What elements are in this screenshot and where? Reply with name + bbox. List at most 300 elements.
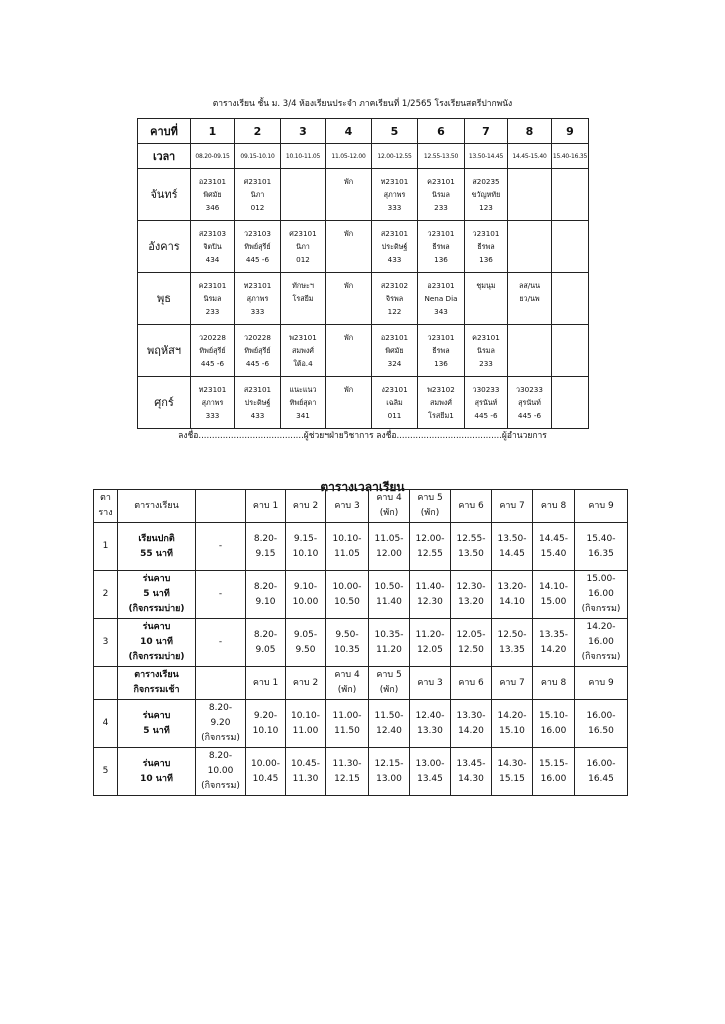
- signature-line: ลงชื่อ.......................................ผู้ช่วยฯฝ่ายวิชาการ ลงชื่อ.......................................ผู้อำนวยการ: [178, 431, 547, 441]
- schedule-cell-line: จิตปิน: [203, 242, 222, 251]
- period-time: 09.15-10.10: [235, 144, 281, 169]
- schedule-cell-line: 012: [296, 255, 310, 264]
- schedule-cell: [281, 325, 326, 377]
- period-time: 13.50-14.45: [465, 144, 508, 169]
- schedule-cell-line: สุภาพร: [383, 190, 406, 199]
- timetable-period-header: คาบ 4 (พัก): [369, 490, 410, 523]
- schedule-cell: [372, 377, 418, 429]
- timetable-time-cell: 13.00- 13.45: [410, 748, 451, 796]
- schedule-cell-line: [508, 227, 551, 240]
- schedule-cell-line: 233: [479, 359, 493, 368]
- timetable-time-cell: 12.30- 13.20: [451, 571, 492, 619]
- schedule-cell-line: [508, 175, 551, 188]
- schedule-cell-line: 333: [387, 203, 402, 212]
- schedule-cell-line: [552, 409, 588, 422]
- timetable-time-cell: 16.00- 16.45: [575, 748, 628, 796]
- timetable-time-cell: 10.00- 10.45: [246, 748, 286, 796]
- schedule-cell-line: [508, 305, 551, 318]
- schedule-cell-line: [552, 240, 588, 253]
- schedule-cell-line: สุรนันท์: [474, 398, 498, 407]
- timetable-period-header: คาบ 3: [326, 490, 369, 523]
- time-row: [138, 144, 589, 169]
- schedule-cell-line: [281, 201, 325, 214]
- schedule-cell: [281, 169, 326, 221]
- timetable-time-cell: 14.20- 15.10: [492, 700, 533, 748]
- schedule-cell-line: ค23101: [472, 333, 500, 342]
- schedule-cell: [418, 169, 465, 221]
- schedule-cell-line: พัก: [343, 385, 354, 394]
- timetable-row-number: 2: [94, 571, 118, 619]
- schedule-cell-line: [326, 409, 371, 422]
- schedule-cell-line: [508, 357, 551, 370]
- schedule-cell-line: 324: [387, 359, 402, 368]
- schedule-cell-line: โรสยีม1: [428, 411, 454, 420]
- day-name: พุธ: [138, 273, 191, 325]
- schedule-cell-line: ว20228: [244, 333, 271, 342]
- timetable-period-header: คาบ 6: [451, 667, 492, 700]
- schedule-cell-line: นิภา: [250, 190, 265, 199]
- schedule-cell-line: สุรนันท์: [518, 398, 541, 407]
- timetable-time-cell: 13.30- 14.20: [451, 700, 492, 748]
- schedule-cell-line: โรสยีม: [292, 294, 314, 303]
- schedule-cell-line: ส23101: [243, 385, 272, 394]
- schedule-cell-line: ประดิษฐ์: [244, 398, 271, 407]
- schedule-cell-line: [326, 201, 371, 214]
- schedule-cell: [281, 273, 326, 325]
- schedule-cell: [465, 377, 508, 429]
- schedule-cell-line: นิรมล: [432, 190, 450, 199]
- day-row: [138, 377, 589, 429]
- schedule-cell-line: [326, 292, 371, 305]
- schedule-cell: [465, 325, 508, 377]
- schedule-cell-line: 136: [434, 255, 448, 264]
- schedule-cell-line: ท23101: [243, 281, 272, 290]
- schedule-cell-line: [326, 240, 371, 253]
- timetable-time-cell: 13.50- 14.45: [492, 523, 533, 571]
- schedule-cell-line: [552, 305, 588, 318]
- schedule-cell-line: ว23101: [427, 333, 455, 342]
- schedule-cell: [465, 221, 508, 273]
- schedule-cell: [508, 377, 552, 429]
- schedule-cell-line: ว23101: [472, 229, 500, 238]
- timetable-row: [94, 748, 628, 796]
- schedule-cell-line: 445 -6: [474, 411, 498, 420]
- schedule-cell-line: [552, 253, 588, 266]
- timetable-time-cell: 16.00- 16.50: [575, 700, 628, 748]
- schedule-cell: [508, 273, 552, 325]
- schedule-cell: [326, 273, 372, 325]
- schedule-cell-line: 123: [479, 203, 493, 212]
- period-time: 11.05-12.00: [326, 144, 372, 169]
- timetable-row-number: 4: [94, 700, 118, 748]
- period-number: 8: [508, 119, 552, 144]
- timetable-row-extra: -: [196, 523, 246, 571]
- timetable-time-cell: 9.05- 9.50: [286, 619, 326, 667]
- schedule-cell-line: พิศมัย: [203, 190, 222, 199]
- timetable-time-cell: 11.40- 12.30: [410, 571, 451, 619]
- timetable-row: [94, 523, 628, 571]
- schedule-cell-line: 445 -6: [245, 359, 270, 368]
- period-number: 2: [235, 119, 281, 144]
- timetable-row: [94, 700, 628, 748]
- timetable-period-header: คาบ 1: [246, 490, 286, 523]
- schedule-cell: [552, 377, 589, 429]
- period-number: 1: [191, 119, 235, 144]
- timetable-row-extra: 8.20- 10.00 (กิจกรรม): [196, 748, 246, 796]
- timetable-row-label: ร่นคาบ 5 นาที (กิจกรรมบ่าย): [118, 571, 196, 619]
- schedule-cell-line: ว23101: [427, 229, 455, 238]
- schedule-cell-line: ทิพย์สุรีย์: [244, 346, 271, 355]
- timetable-time-cell: 12.55- 13.50: [451, 523, 492, 571]
- schedule-cell: [418, 377, 465, 429]
- timetable-time-cell: 10.10- 11.05: [326, 523, 369, 571]
- schedule-cell-line: ศ23101: [289, 229, 317, 238]
- schedule-cell-line: 445 -6: [200, 359, 225, 368]
- day-name: อังคาร: [138, 221, 191, 273]
- schedule-cell-line: 433: [250, 411, 265, 420]
- schedule-cell-line: [465, 292, 507, 305]
- timetable-time-cell: 10.35- 11.20: [369, 619, 410, 667]
- timetable-time-cell: 11.05- 12.00: [369, 523, 410, 571]
- timetable-time-cell: 14.10- 15.00: [533, 571, 575, 619]
- period-number: 9: [552, 119, 589, 144]
- period-number: 3: [281, 119, 326, 144]
- schedule-cell: [235, 169, 281, 221]
- schedule-cell-line: 011: [387, 411, 402, 420]
- timetable-header-row: [94, 490, 628, 523]
- schedule-cell-line: 445 -6: [517, 411, 542, 420]
- schedule-cell: [235, 377, 281, 429]
- schedule-cell-line: [508, 188, 551, 201]
- schedule-cell-line: ประดิษฐ์: [381, 242, 408, 251]
- period-number: 7: [465, 119, 508, 144]
- schedule-cell-line: ง23101: [381, 385, 408, 394]
- schedule-cell-line: 233: [434, 203, 448, 212]
- timetable-period-header: คาบ 1: [246, 667, 286, 700]
- period-time: 15.40-16.35: [552, 144, 589, 169]
- schedule-title: ตารางเรียน ชั้น ม. 3/4 ห้องเรียนประจำ ภาคเรียนที่ 1/2565 โรงเรียนสตรีปากพนัง: [212, 99, 513, 109]
- schedule-cell-line: [552, 331, 588, 344]
- timetable-time-cell: 12.00- 12.55: [410, 523, 451, 571]
- timetable-period-header: คาบ 4 (พัก): [326, 667, 369, 700]
- timetable-time-cell: 9.50- 10.35: [326, 619, 369, 667]
- schedule-cell-line: [552, 227, 588, 240]
- schedule-cell-line: Nena Dia: [424, 294, 458, 303]
- timetable-time-cell: 15.10- 16.00: [533, 700, 575, 748]
- timetable-time-cell: 10.50- 11.40: [369, 571, 410, 619]
- timetable-period-header: คาบ 9: [575, 667, 628, 700]
- schedule-cell-line: นิภา: [296, 242, 310, 251]
- day-name: ศุกร์: [138, 377, 191, 429]
- schedule-cell-line: [552, 175, 588, 188]
- day-name: พฤหัสฯ: [138, 325, 191, 377]
- timetable-time-cell: 10.45- 11.30: [286, 748, 326, 796]
- schedule-cell-line: ท23101: [380, 177, 409, 186]
- timetable-time-cell: 8.20- 9.10: [246, 571, 286, 619]
- timetable-period-header: คาบ 6: [451, 490, 492, 523]
- timetable-time-cell: 11.50- 12.40: [369, 700, 410, 748]
- timetable-time-cell: 8.20- 9.05: [246, 619, 286, 667]
- schedule-cell-line: พ23102: [427, 385, 455, 394]
- timetable-row: [94, 619, 628, 667]
- period-header-row: [138, 119, 589, 144]
- timetable-time-cell: 12.15- 13.00: [369, 748, 410, 796]
- schedule-cell-line: อ23101: [198, 177, 227, 186]
- timetable-period-header: คาบ 2: [286, 667, 326, 700]
- timetable-period-header: คาบ 9: [575, 490, 628, 523]
- day-row: [138, 273, 589, 325]
- schedule-cell: [552, 169, 589, 221]
- timetable-index-header-line: ราง: [98, 508, 113, 518]
- schedule-cell-line: ว30233: [472, 385, 500, 394]
- schedule-cell: [235, 325, 281, 377]
- schedule-cell-line: พัก: [343, 333, 354, 342]
- timetable-period-header: คาบ 3: [410, 667, 451, 700]
- schedule-cell: [281, 377, 326, 429]
- schedule-cell-line: พัก: [343, 177, 354, 186]
- timetable-period-header: คาบ 8: [533, 490, 575, 523]
- schedule-cell: [372, 273, 418, 325]
- schedule-cell: [235, 221, 281, 273]
- timetable-period-header: คาบ 7: [492, 490, 533, 523]
- schedule-cell: [552, 273, 589, 325]
- period-time: 14.45-15.40: [508, 144, 552, 169]
- schedule-cell-line: ค23101: [198, 281, 227, 290]
- schedule-cell-line: พิศมัย: [385, 346, 404, 355]
- schedule-cell-line: [326, 305, 371, 318]
- schedule-cell-line: 333: [250, 307, 265, 316]
- schedule-cell-line: ว30233: [516, 385, 543, 394]
- schedule-cell: [508, 325, 552, 377]
- timetable-period-header: คาบ 5 (พัก): [369, 667, 410, 700]
- schedule-cell-line: 136: [434, 359, 448, 368]
- schedule-cell: [326, 377, 372, 429]
- schedule-cell-line: [552, 292, 588, 305]
- schedule-cell: [465, 273, 508, 325]
- timetable-time-cell: 11.30- 12.15: [326, 748, 369, 796]
- schedule-cell-line: ขวัญหทัย: [471, 190, 501, 199]
- schedule-cell-line: นิรมล: [203, 294, 222, 303]
- schedule-cell-line: ทิพย์สุรีย์: [244, 242, 271, 251]
- schedule-cell: [326, 169, 372, 221]
- timetable-time-cell: 14.45- 15.40: [533, 523, 575, 571]
- schedule-cell-line: 343: [434, 307, 448, 316]
- schedule-cell: [465, 169, 508, 221]
- timetable-period-header: คาบ 8: [533, 667, 575, 700]
- schedule-cell-line: 341: [296, 411, 310, 420]
- schedule-cell-line: [326, 253, 371, 266]
- schedule-cell: [552, 325, 589, 377]
- timetable-row-number: 1: [94, 523, 118, 571]
- timetable-extra-header: [196, 490, 246, 523]
- timetable-index-header: [94, 490, 118, 523]
- timetable-time-cell: 9.10- 10.00: [286, 571, 326, 619]
- timetable-morning-label-header: ตารางเรียน กิจกรรมเช้า: [118, 667, 196, 700]
- schedule-cell-line: [326, 188, 371, 201]
- schedule-cell-line: [508, 201, 551, 214]
- schedule-cell-line: สมพงศ์: [292, 346, 314, 355]
- schedule-cell-line: 346: [205, 203, 220, 212]
- schedule-cell-line: [326, 344, 371, 357]
- timetable-row-label: ร่นคาบ 5 นาที: [118, 700, 196, 748]
- timetable-row-extra: -: [196, 571, 246, 619]
- timetable-time-cell: 13.45- 14.30: [451, 748, 492, 796]
- timetable-row-label: ร่นคาบ 10 นาที: [118, 748, 196, 796]
- schedule-cell: [191, 377, 235, 429]
- schedule-cell-line: ลส/นน: [518, 281, 541, 290]
- schedule-cell-line: [552, 396, 588, 409]
- schedule-cell-line: [552, 201, 588, 214]
- timetable-row-extra: -: [196, 619, 246, 667]
- schedule-cell-line: [508, 253, 551, 266]
- schedule-cell-line: พัก: [343, 281, 354, 290]
- timetable-time-cell: 9.20- 10.10: [246, 700, 286, 748]
- schedule-cell: [418, 221, 465, 273]
- timetable-label-header: ตารางเรียน: [118, 490, 196, 523]
- schedule-cell: [508, 221, 552, 273]
- schedule-cell-line: ส23103: [198, 229, 227, 238]
- schedule-cell-line: สุภาพร: [246, 294, 269, 303]
- timetable-time-cell: 15.40- 16.35: [575, 523, 628, 571]
- schedule-cell-line: ส23101: [380, 229, 409, 238]
- schedule-cell: [552, 221, 589, 273]
- timetable-period-header: คาบ 5 (พัก): [410, 490, 451, 523]
- schedule-cell-line: แนะแนว: [289, 385, 317, 394]
- schedule-cell-line: [508, 331, 551, 344]
- schedule-cell-line: 434: [205, 255, 220, 264]
- day-row: [138, 325, 589, 377]
- timetable-row: [94, 571, 628, 619]
- day-row: [138, 169, 589, 221]
- schedule-cell-line: อ23101: [427, 281, 455, 290]
- schedule-cell-line: ชุมนุม: [476, 281, 496, 290]
- schedule-cell-line: 333: [205, 411, 220, 420]
- timetable-time-cell: 10.10- 11.00: [286, 700, 326, 748]
- schedule-cell-line: ว23103: [244, 229, 271, 238]
- timetable-extra-header: [196, 667, 246, 700]
- timetable-index-header: [94, 667, 118, 700]
- schedule-cell: [372, 325, 418, 377]
- schedule-cell-line: [508, 344, 551, 357]
- timetable-row-number: 5: [94, 748, 118, 796]
- schedule-cell-line: พ23101: [289, 333, 317, 342]
- schedule-cell-line: ทักษะฯ: [292, 281, 314, 290]
- schedule-cell-line: [281, 175, 325, 188]
- timetable-row-number: 3: [94, 619, 118, 667]
- timetable-time-cell: 11.00- 11.50: [326, 700, 369, 748]
- timetable-index-header-line: ตา: [100, 493, 111, 503]
- schedule-cell-line: [326, 396, 371, 409]
- schedule-cell: [326, 221, 372, 273]
- schedule-cell-line: ธีรพล: [477, 242, 495, 251]
- timetable-period-header: คาบ 2: [286, 490, 326, 523]
- timetable-row-extra: 8.20- 9.20 (กิจกรรม): [196, 700, 246, 748]
- day-row: [138, 221, 589, 273]
- schedule-cell-line: [281, 188, 325, 201]
- timetable-time-cell: 13.35- 14.20: [533, 619, 575, 667]
- timetable-row-label: ร่นคาบ 10 นาที (กิจกรรมบ่าย): [118, 619, 196, 667]
- timetable-time-cell: 15.00- 16.00 (กิจกรรม): [575, 571, 628, 619]
- schedule-cell-line: สมพงศ์: [430, 398, 452, 407]
- timetable-time-cell: 14.20- 16.00 (กิจกรรม): [575, 619, 628, 667]
- schedule-cell-line: [552, 357, 588, 370]
- schedule-cell-line: [552, 279, 588, 292]
- timetable-time-cell: 8.20- 9.15: [246, 523, 286, 571]
- schedule-cell-line: ท23101: [198, 385, 227, 394]
- schedule-cell: [235, 273, 281, 325]
- schedule-cell-line: ใต้อ.4: [293, 359, 313, 368]
- period-number: 4: [326, 119, 372, 144]
- schedule-cell-line: [281, 305, 325, 318]
- period-time: 08.20-09.15: [191, 144, 235, 169]
- schedule-cell-line: 433: [387, 255, 402, 264]
- period-time: 12.55-13.50: [418, 144, 465, 169]
- schedule-cell-line: [508, 240, 551, 253]
- schedule-cell-line: อ23101: [380, 333, 409, 342]
- timetable-time-cell: 14.30- 15.15: [492, 748, 533, 796]
- timetable-time-cell: 12.05- 12.50: [451, 619, 492, 667]
- schedule-cell-line: 136: [479, 255, 493, 264]
- schedule-cell: [191, 169, 235, 221]
- schedule-cell-line: ส23102: [380, 281, 409, 290]
- day-name: จันทร์: [138, 169, 191, 221]
- timetable-row-label: เรียนปกติ 55 นาที: [118, 523, 196, 571]
- timetable-time-cell: 12.50- 13.35: [492, 619, 533, 667]
- schedule-cell-line: ส20235: [472, 177, 500, 186]
- schedule-cell-line: ว20228: [199, 333, 226, 342]
- schedule-cell-line: นิรมล: [477, 346, 495, 355]
- schedule-cell-line: ธีรพล: [432, 242, 450, 251]
- timetable-time-cell: 15.15- 16.00: [533, 748, 575, 796]
- schedule-cell-line: ยว/นพ: [519, 294, 540, 303]
- schedule-cell-line: 445 -6: [245, 255, 270, 264]
- timetable-time-cell: 10.00- 10.50: [326, 571, 369, 619]
- timetable-morning-header-row: [94, 667, 628, 700]
- period-number: 5: [372, 119, 418, 144]
- schedule-cell: [326, 325, 372, 377]
- timetable-time-cell: 11.20- 12.05: [410, 619, 451, 667]
- schedule-cell-line: ธีรพล: [432, 346, 450, 355]
- schedule-cell-line: ศ23101: [243, 177, 272, 186]
- schedule-cell-line: [552, 188, 588, 201]
- schedule-cell: [418, 273, 465, 325]
- schedule-cell-line: เฉลิม: [386, 398, 403, 407]
- schedule-cell-line: 122: [387, 307, 402, 316]
- timetable-title: ตารางเวลาเรียน: [320, 480, 405, 494]
- schedule-cell-line: จิรพล: [385, 294, 404, 303]
- schedule-cell: [372, 169, 418, 221]
- schedule-cell-line: ทิพย์สุดา: [289, 398, 317, 407]
- schedule-cell: [508, 169, 552, 221]
- schedule-cell-line: ค23101: [427, 177, 455, 186]
- schedule-cell: [191, 221, 235, 273]
- timetable-time-cell: 12.40- 13.30: [410, 700, 451, 748]
- schedule-cell-line: [465, 305, 507, 318]
- class-schedule-table: [137, 118, 589, 429]
- period-time: 10.10-11.05: [281, 144, 326, 169]
- schedule-cell: [281, 221, 326, 273]
- period-time-table: [93, 489, 628, 796]
- schedule-cell-line: ทิพย์สุรีย์: [199, 346, 226, 355]
- schedule-cell-line: 012: [250, 203, 265, 212]
- schedule-cell-line: [552, 344, 588, 357]
- time-header-label: เวลา: [138, 144, 191, 169]
- schedule-cell-line: [326, 357, 371, 370]
- timetable-time-cell: 9.15- 10.10: [286, 523, 326, 571]
- period-number: 6: [418, 119, 465, 144]
- schedule-cell: [191, 273, 235, 325]
- schedule-cell: [191, 325, 235, 377]
